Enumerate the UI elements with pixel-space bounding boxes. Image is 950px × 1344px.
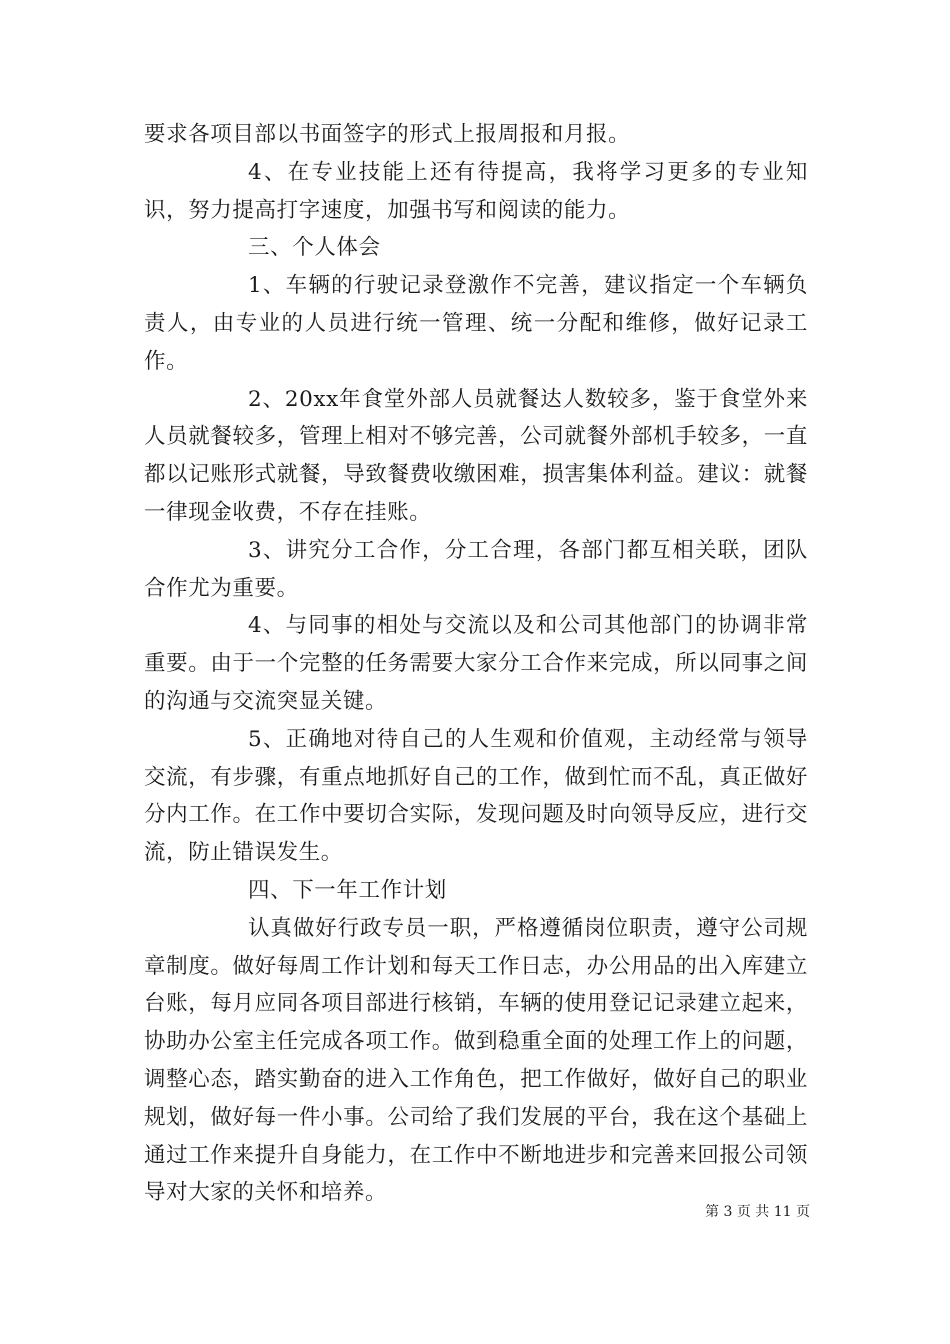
paragraph-work-plan: 认真做好行政专员一职，严格遵循岗位职责，遵守公司规章制度。做好每周工作计划和每天工作日志，办公用品的出入库建立台账，每月应同各项目部进行核销，车辆的使用登记记录建立起来，协助办公室主任完成各项工作。做到稳重全面的处理工作上的问题，调整心态，踏实勤奋的进入工作角色，把工作做好，做好自己的职业规划，做好每一件小事。公司给了我们发展的平台，我在这个基础上通过工作来提升自身能力，在工作中不断地进步和完善来回报公司领导对大家的关怀和培养。 <box>144 915 808 1206</box>
paragraph-canteen-management: 2、20xx年食堂外部人员就餐达人数较多，鉴于食堂外来人员就餐较多，管理上相对不够完善，公司就餐外部机手较多，一直都以记账形式就餐，导致餐费收缴困难，损害集体利益。建议：就餐一律现金收费，不存在挂账。 <box>144 386 808 525</box>
page-number-footer: 第 3 页 共 11 页 <box>705 1204 810 1220</box>
paragraph-attitude: 5、正确地对待自己的人生观和价值观，主动经常与领导交流，有步骤，有重点地抓好自己的工作，做到忙而不乱，真正做好分内工作。在工作中要切合实际，发现问题及时向领导反应，进行交流，防止错误发生。 <box>144 726 808 866</box>
document-body <box>144 116 808 1212</box>
paragraph-skills-improvement: 4、在专业技能上还有待提高，我将学习更多的专业知识，努力提高打字速度，加强书写和阅读的能力。 <box>144 159 808 223</box>
paragraph-teamwork: 3、讲究分工合作，分工合理，各部门都互相关联，团队合作尤为重要。 <box>144 537 808 601</box>
section-heading-personal-experience: 三、个人体会 <box>248 235 381 261</box>
paragraph-report-requirement: 要求各项目部以书面签字的形式上报周报和月报。 <box>144 122 631 147</box>
section-heading-next-year-plan: 四、下一年工作计划 <box>248 877 447 903</box>
paragraph-colleague-communication: 4、与同事的相处与交流以及和公司其他部门的协调非常重要。由于一个完整的任务需要大家分工合作来完成，所以同事之间的沟通与交流突显关键。 <box>144 613 808 714</box>
paragraph-vehicle-records: 1、车辆的行驶记录登激作不完善，建议指定一个车辆负责人，由专业的人员进行统一管理、统一分配和维修，做好记录工作。 <box>144 273 808 374</box>
